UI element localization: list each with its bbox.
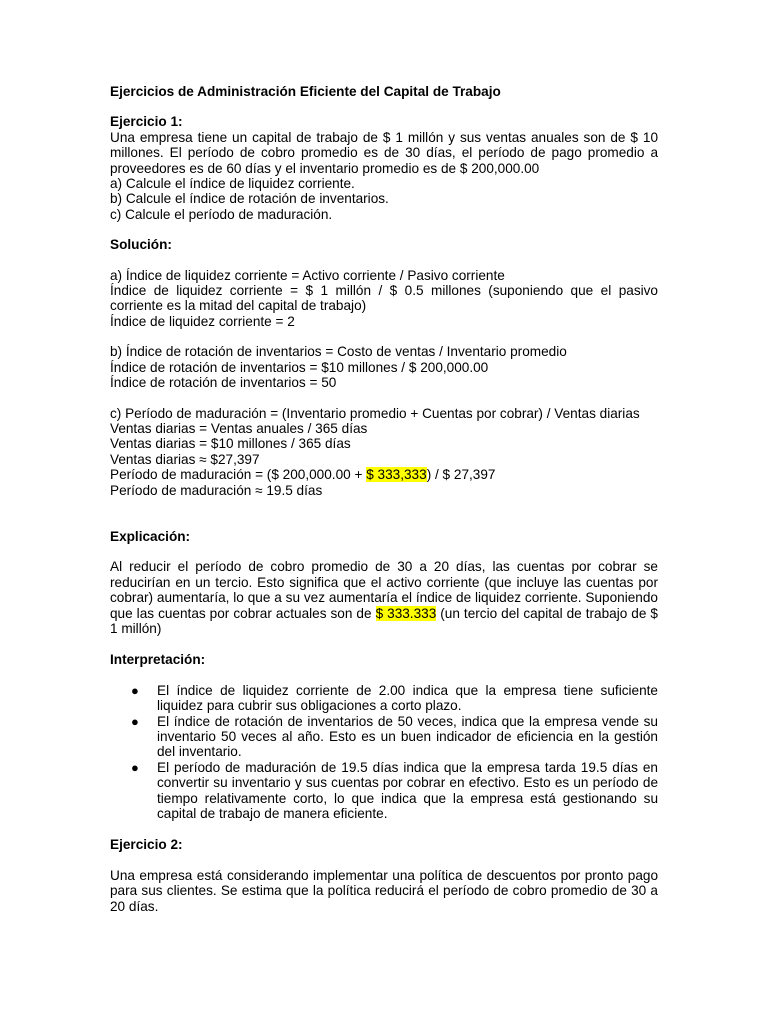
solution-a-line: Índice de liquidez corriente = $ 1 millón / $ 0.5 millones (suponiendo que el pasivo corriente es la mitad del capital de trabajo) bbox=[110, 283, 658, 314]
formula-pre: Período de maduración = ($ 200,000.00 + bbox=[110, 467, 367, 483]
ejercicio1-heading: Ejercicio 1: bbox=[110, 114, 183, 130]
interpretacion-list bbox=[110, 683, 658, 822]
question-a: a) Calcule el índice de liquidez corriente. bbox=[110, 176, 355, 192]
explicacion-heading: Explicación: bbox=[110, 528, 191, 544]
document-page bbox=[110, 84, 658, 914]
solution-c-line: c) Período de maduración = (Inventario promedio + Cuentas por cobrar) / Ventas diarias bbox=[110, 405, 640, 421]
list-item-text: El período de maduración de 19.5 días indica que la empresa tarda 19.5 días en convertir su inventario y sus cuentas por cobrar en efectivo. Esto es un período de tiempo relativamente corto, lo que indica que la empresa está gestionando su capital de trabajo de manera eficiente. bbox=[157, 759, 658, 822]
list-item bbox=[110, 760, 658, 822]
formula-post: ) / $ 27,397 bbox=[426, 467, 496, 483]
explicacion-text-pre: Al reducir el período de cobro promedio de 30 a 20 días, las cuentas por cobrar se reducirían en un tercio. Esto significa que el activo corriente (que incluye las cuentas por cobrar) aumentaría, lo que a su vez aumentaría el índice de liquidez corriente. Suponiendo que las cuentas por cobrar actuales son de bbox=[110, 559, 658, 621]
highlighted-value: $ 333.333 bbox=[375, 605, 437, 621]
explicacion-text-post: (un tercio del capital de trabajo de $ 1 millón) bbox=[110, 605, 658, 636]
solution-a-line: a) Índice de liquidez corriente = Activo corriente / Pasivo corriente bbox=[110, 267, 505, 283]
solution-c-line: Ventas diarias ≈ $27,397 bbox=[110, 451, 260, 467]
solution-c-formula bbox=[110, 467, 658, 482]
bullet-icon: ● bbox=[131, 759, 139, 775]
solution-b-line: Índice de rotación de inventarios = $10 millones / $ 200,000.00 bbox=[110, 359, 489, 375]
list-item bbox=[110, 683, 658, 714]
solution-a-line: Índice de liquidez corriente = 2 bbox=[110, 313, 295, 329]
list-item-text: El índice de liquidez corriente de 2.00 indica que la empresa tiene suficiente liquidez para cubrir sus obligaciones a corto plazo. bbox=[157, 682, 658, 714]
bullet-icon: ● bbox=[131, 682, 139, 698]
interpretacion-heading: Interpretación: bbox=[110, 652, 206, 668]
list-item bbox=[110, 714, 658, 760]
solution-b-line: b) Índice de rotación de inventarios = Costo de ventas / Inventario promedio bbox=[110, 344, 567, 360]
solution-c-line: Ventas diarias = Ventas anuales / 365 días bbox=[110, 420, 368, 436]
ejercicio2-heading: Ejercicio 2: bbox=[110, 837, 183, 853]
highlighted-value: $ 333,333 bbox=[366, 467, 427, 483]
question-c: c) Calcule el período de maduración. bbox=[110, 206, 333, 222]
list-item-text: El índice de rotación de inventarios de 50 veces, indica que la empresa vende su inventario 50 veces al año. Esto es un buen indicador de eficiencia en la gestión del inventario. bbox=[157, 713, 658, 760]
solucion-heading: Solución: bbox=[110, 237, 172, 253]
document-title: Ejercicios de Administración Eficiente del Capital de Trabajo bbox=[110, 84, 501, 99]
bullet-icon: ● bbox=[131, 713, 139, 729]
ejercicio2-statement: Una empresa está considerando implementar una política de descuentos por pronto pago para sus clientes. Se estima que la política reducirá el período de cobro promedio de 30 a 20 días. bbox=[110, 867, 658, 914]
explicacion-text bbox=[110, 559, 658, 636]
ejercicio1-statement: Una empresa tiene un capital de trabajo de $ 1 millón y sus ventas anuales son de $ 10 millones. El período de cobro promedio es de 30 días, el período de pago promedio a proveedores es de 60 días y el inventario promedio es de $ 200,000.00 bbox=[110, 129, 658, 176]
question-b: b) Calcule el índice de rotación de inventarios. bbox=[110, 191, 389, 207]
solution-c-line: Ventas diarias = $10 millones / 365 días bbox=[110, 436, 351, 452]
solution-b-line: Índice de rotación de inventarios = 50 bbox=[110, 375, 337, 391]
solution-c-result: Período de maduración ≈ 19.5 días bbox=[110, 482, 323, 498]
